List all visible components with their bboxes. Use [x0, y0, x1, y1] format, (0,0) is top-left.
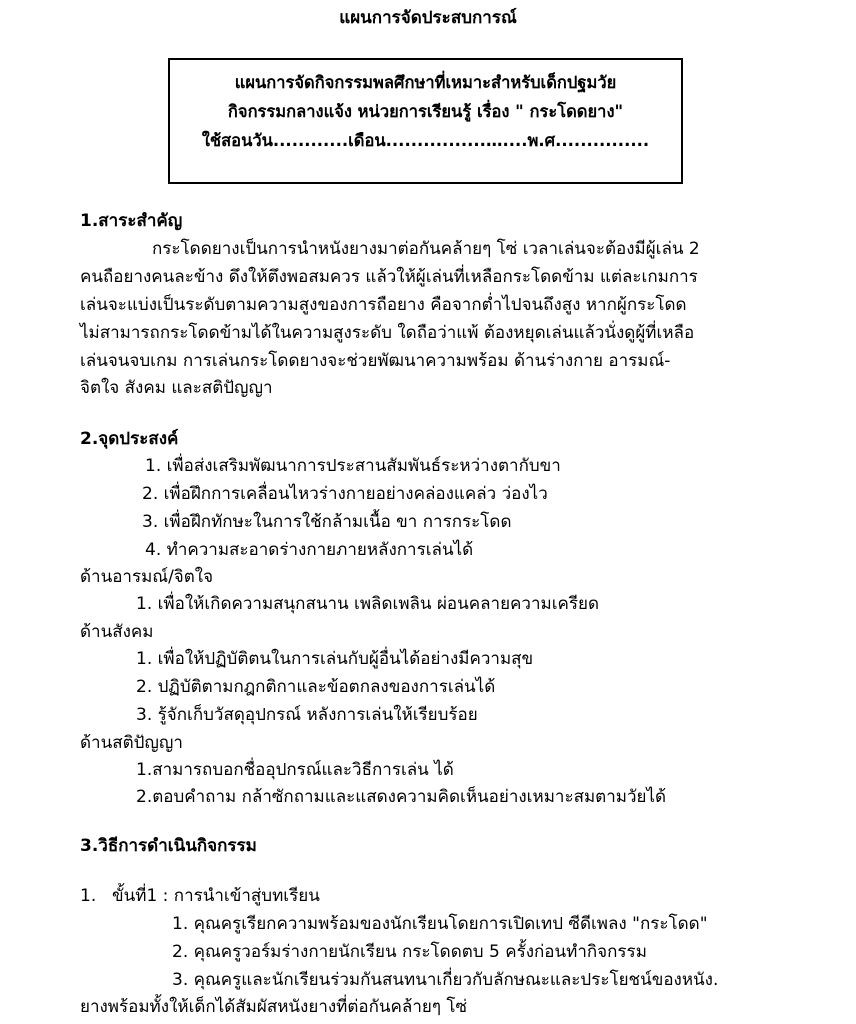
objective-item: 1. เพื่อส่งเสริมพัฒนาการประสานสัมพันธ์ระหว่างตากับขา: [145, 456, 561, 476]
plan-header-line-1: แผนการจัดกิจกรรมพลศึกษาที่เหมาะสำหรับเด็กปฐมวัย: [234, 73, 617, 92]
objective-item: 1. เพื่อให้เกิดความสนุกสนาน เพลิดเพลิน ผ่อนคลายความเครียด: [136, 594, 600, 614]
objective-item: 3. เพื่อฝึกทักษะในการใช้กล้ามเนื้อ ขา การกระโดด: [142, 512, 512, 532]
section-2-heading: 2.จุดประสงค์: [80, 429, 179, 449]
plan-header-box: [168, 58, 683, 184]
section-1-paragraph-line: คนถือยางคนละข้าง ดึงให้ตึงพอสมควร แล้วให้ผู้เล่นที่เหลือกระโดดข้าม แต่ละเกมการ: [80, 267, 698, 287]
step-1-label: ขั้นที่1 : การนำเข้าสู่บทเรียน: [112, 886, 320, 906]
step-item: 3. คุณครูและนักเรียนร่วมกันสนทนาเกี่ยวกับลักษณะและประโยชน์ของหนัง.: [172, 970, 719, 990]
social-heading: ด้านสังคม: [80, 622, 154, 642]
step-item: 2. คุณครูวอร์มร่างกายนักเรียน กระโดดตบ 5 ครั้งก่อนทำกิจกรรม: [172, 942, 647, 962]
section-3-heading: 3.วิธีการดำเนินกิจกรรม: [80, 836, 257, 856]
section-1-paragraph-line: จิตใจ สังคม และสติปัญญา: [80, 378, 273, 398]
section-1-paragraph-line: เล่นจนจบเกม การเล่นกระโดดยางจะช่วยพัฒนาความพร้อม ด้านร่างกาย อารมณ์-: [80, 351, 671, 371]
step-item: 1. คุณครูเรียกความพร้อมของนักเรียนโดยการเปิดเทป ซีดีเพลง "กระโดด": [172, 914, 708, 934]
section-1-paragraph-line: ไม่สามารถกระโดดข้ามได้ในความสูงระดับ ใดถือว่าแพ้ ต้องหยุดเล่นแล้วนั่งดูผู้ที่เหลือ: [80, 323, 695, 343]
step-1-number: 1.: [80, 886, 97, 906]
objective-item: 2. เพื่อฝึกการเคลื่อนไหวร่างกายอย่างคล่องแคล่ว ว่องไว: [142, 484, 548, 504]
plan-header-line-2: กิจกรรมกลางแจ้ง หน่วยการเรียนรู้ เรื่อง " กระโดดยาง": [227, 102, 624, 121]
step-item-continuation: ยางพร้อมทั้งให้เด็กได้สัมผัสหนังยางที่ต่อกันคล้ายๆ โซ่: [80, 997, 468, 1017]
section-1-heading: 1.สาระสำคัญ: [80, 211, 183, 231]
intellect-heading: ด้านสติปัญญา: [80, 733, 183, 753]
plan-header-line-3: ใช้สอนวัน............เดือน................…....พ.ศ...............: [201, 131, 650, 150]
document-title: แผนการจัดประสบการณ์: [339, 8, 517, 28]
section-1-paragraph-line: เล่นจะแบ่งเป็นระดับตามความสูงของการถือยาง คือจากต่ำไปจนถึงสูง หากผู้กระโดด: [80, 295, 687, 315]
emotional-heading: ด้านอารมณ์/จิตใจ: [80, 567, 214, 587]
objective-item: 1.สามารถบอกชื่ออุปกรณ์และวิธีการเล่น ได้: [136, 760, 454, 780]
objective-item: 1. เพื่อให้ปฏิบัติตนในการเล่นกับผู้อื่นได้อย่างมีความสุข: [136, 649, 534, 669]
objective-item: 3. รู้จักเก็บวัสดุอุปกรณ์ หลังการเล่นให้เรียบร้อย: [136, 705, 478, 725]
objective-item: 2.ตอบคำถาม กล้าซักถามและแสดงความคิดเห็นอย่างเหมาะสมตามวัยได้: [136, 787, 667, 807]
objective-item: 4. ทำความสะอาดร่างกายภายหลังการเล่นได้: [145, 540, 474, 560]
objective-item: 2. ปฏิบัติตามกฎกติกาและข้อตกลงของการเล่นได้: [136, 677, 496, 697]
section-1-paragraph-line: กระโดดยางเป็นการนำหนังยางมาต่อกันคล้ายๆ โซ่ เวลาเล่นจะต้องมีผู้เล่น 2: [152, 239, 700, 259]
